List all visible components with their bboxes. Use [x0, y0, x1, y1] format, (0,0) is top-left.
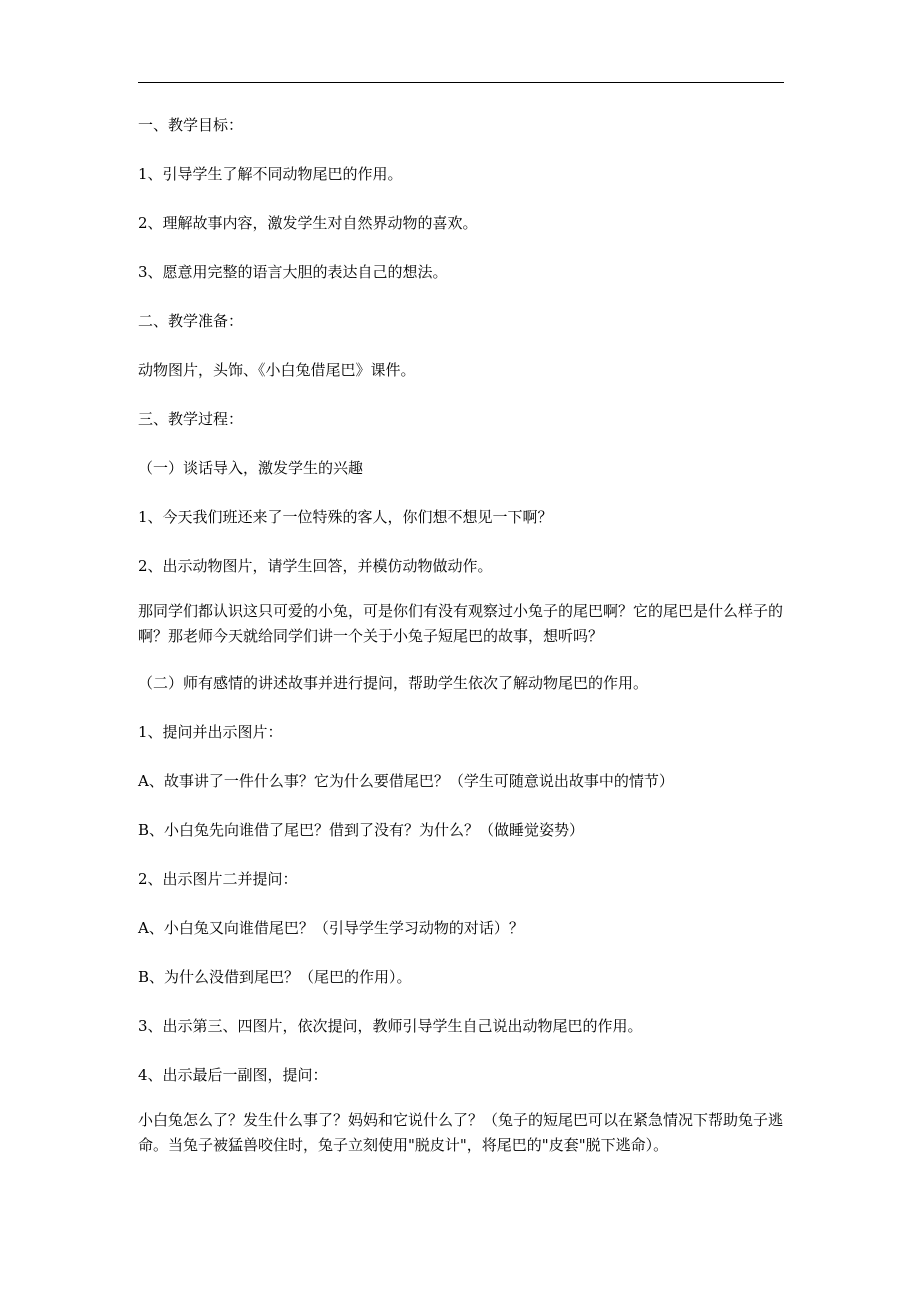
subsection-heading: （二）师有感情的讲述故事并进行提问，帮助学生依次了解动物尾巴的作用。: [138, 674, 649, 692]
objective-item: 2、理解故事内容，激发学生对自然界动物的喜欢。: [138, 214, 478, 232]
process-item: 2、出示动物图片，请学生回答，并模仿动物做动作。: [138, 557, 493, 575]
narrative-paragraph: 那同学们都认识这只可爱的小兔，可是你们有没有观察过小兔子的尾巴啊？它的尾巴是什么样子的啊？那老师今天就给同学们讲一个关于小兔子短尾巴的故事，想听吗？: [138, 602, 784, 645]
process-item: 4、出示最后一副图，提问：: [138, 1066, 328, 1084]
section-heading-process: 三、教学过程：: [138, 410, 244, 428]
question-item: B、为什么没借到尾巴？（尾巴的作用）。: [138, 968, 412, 986]
document-body: [138, 110, 788, 1177]
question-item: B、小白兔先向谁借了尾巴？借到了没有？为什么？（做睡觉姿势）: [138, 821, 585, 839]
header-rule: [138, 82, 784, 83]
narrative-paragraph: 小白兔怎么了？发生什么事了？妈妈和它说什么了？（兔子的短尾巴可以在紧急情况下帮助兔子逃命。当兔子被猛兽咬住时，兔子立刻使用"脱皮计"，将尾巴的"皮套"脱下逃命）。: [138, 1111, 784, 1154]
subsection-heading: （一）谈话导入，激发学生的兴趣: [138, 459, 364, 477]
preparation-text: 动物图片，头饰、《小白兔借尾巴》课件。: [138, 361, 416, 379]
question-item: A、小白兔又向谁借尾巴？（引导学生学习动物的对话）？: [138, 919, 524, 937]
objective-item: 3、愿意用完整的语言大胆的表达自己的想法。: [138, 263, 448, 281]
process-item: 3、出示第三、四图片，依次提问，教师引导学生自己说出动物尾巴的作用。: [138, 1017, 643, 1035]
question-item: A、故事讲了一件什么事？它为什么要借尾巴？（学生可随意说出故事中的情节）: [138, 772, 674, 790]
process-item: 1、今天我们班还来了一位特殊的客人，你们想不想见一下啊？: [138, 508, 553, 526]
process-item: 2、出示图片二并提问：: [138, 870, 298, 888]
section-heading-objectives: 一、教学目标：: [138, 116, 244, 134]
process-item: 1、提问并出示图片：: [138, 723, 283, 741]
objective-item: 1、引导学生了解不同动物尾巴的作用。: [138, 165, 403, 183]
section-heading-preparation: 二、教学准备：: [138, 312, 244, 330]
